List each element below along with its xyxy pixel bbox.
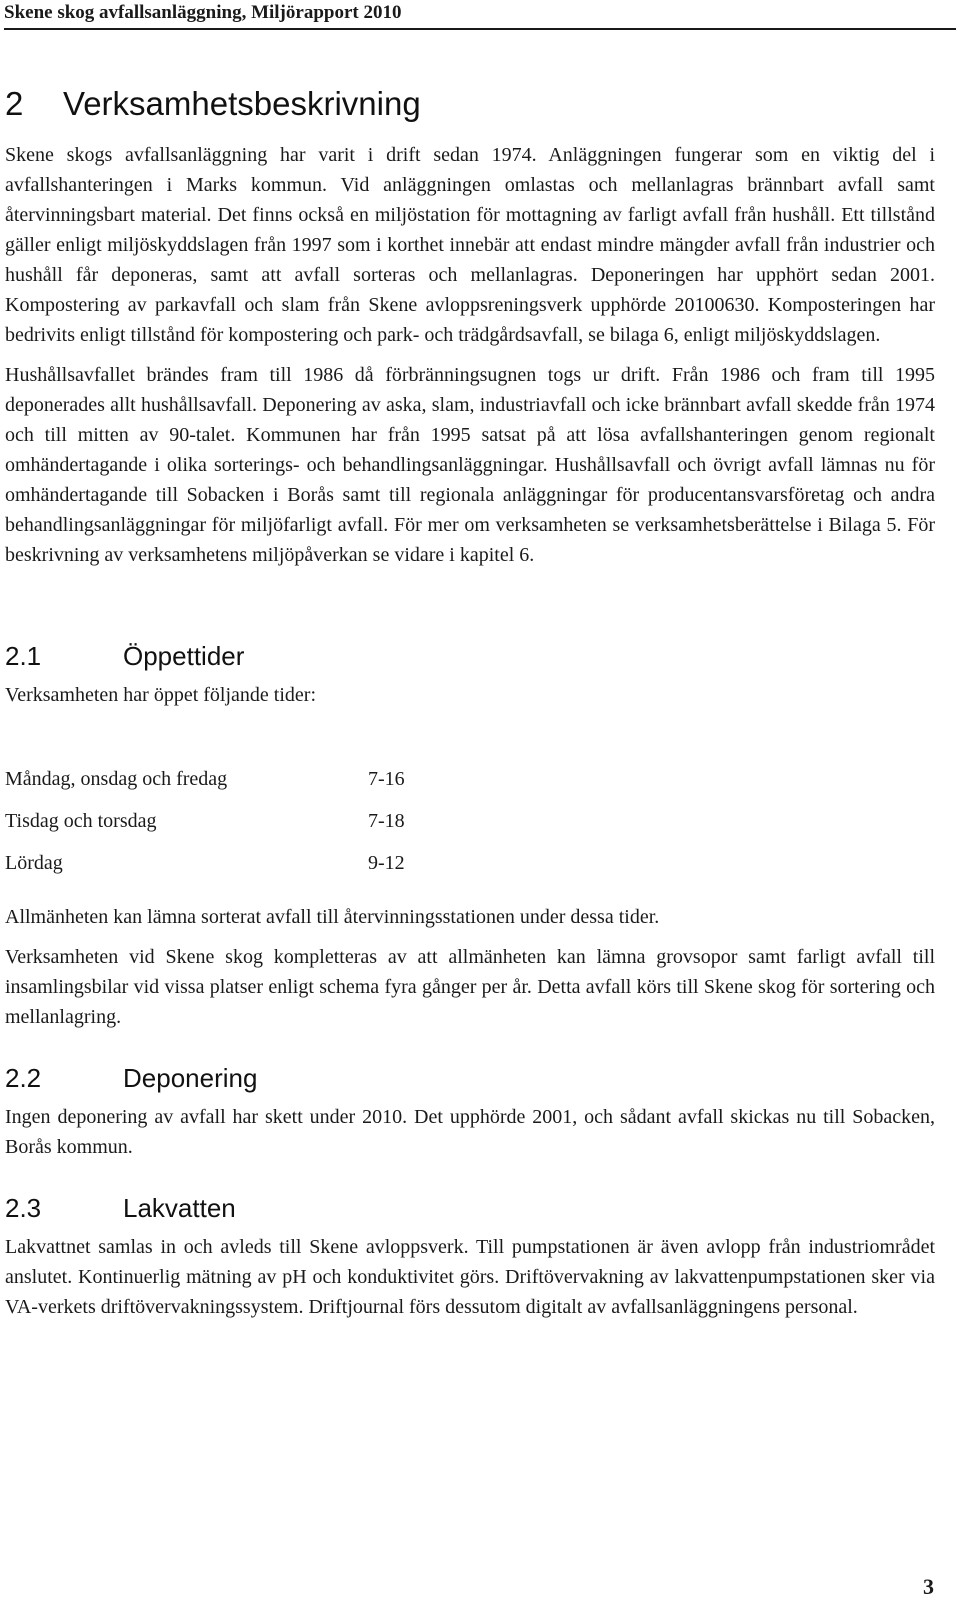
section-title: Öppettider — [123, 641, 245, 671]
section-number: 2.1 — [5, 641, 42, 671]
section-heading-2-2 — [5, 1062, 935, 1094]
page-number: 3 — [923, 1574, 934, 1599]
section-heading-2 — [5, 84, 935, 124]
section-heading-2-1 — [5, 640, 935, 672]
opening-hours-table — [5, 758, 935, 884]
page-content — [5, 84, 935, 1332]
section-heading-2-3 — [5, 1192, 935, 1224]
section-title: Verksamhetsbeskrivning — [63, 85, 421, 122]
section-title: Deponering — [123, 1063, 258, 1093]
intro-text: Verksamheten har öppet följande tider: — [5, 684, 316, 706]
hours-day: Måndag, onsdag och fredag — [5, 768, 228, 790]
opening-hours-row — [5, 800, 935, 842]
section-number: 2.2 — [5, 1063, 42, 1093]
paragraph: Hushållsavfallet brändes fram till 1986 då förbränningsugnen togs ur drift. Från 1986 och fram till 1995 deponerades allt hushållsavfall. Deponering av aska, slam, industriavfall och icke brännbart avfall skedde från 1974 och till mitten av 90-talet. Kommunen har från 1995 satsat på att lösa avfallshanteringen genom regionalt omhändertagande i olika sorterings- och behandlingsanläggningar. Hushållsavfall och övrigt avfall lämnas nu för omhändertagande till Sobacken i Borås samt till regionala anläggningar för producentansvarsföretag och andra behandlingsanläggningar för miljöfarligt avfall. För mer om verksamheten se verksamhetsberättelse i Bilaga 5. För beskrivning av verksamhetens miljöpåverkan se vidare i kapitel 6. — [5, 364, 935, 566]
hours-time: 7-16 — [368, 768, 405, 790]
paragraph: Verksamheten vid Skene skog kompletteras av att allmänheten kan lämna grovsopor samt farligt avfall till insamlingsbilar vid vissa platser enligt schema fyra gånger per år. Detta avfall körs till Skene skog för sortering och mellanlagring. — [5, 946, 935, 1028]
hours-day: Tisdag och torsdag — [5, 810, 157, 832]
opening-hours-row — [5, 842, 935, 884]
running-header: Skene skog avfallsanläggning, Miljörapport 2010 — [4, 0, 956, 30]
section-number: 2.3 — [5, 1193, 42, 1223]
paragraph: Skene skogs avfallsanläggning har varit i drift sedan 1974. Anläggningen fungerar som en viktig del i avfallshanteringen i Marks kommun. Vid anläggningen omlastas och mellanlagras brännbart avfall samt återvinningsbart material. Det finns också en miljöstation för mottagning av farligt avfall från hushåll. Ett tillstånd gäller enligt miljöskyddslagen från 1997 som i korthet innebär att endast mindre mängder avfall från industrier och hushåll får deponeras, samt att avfall sorteras och mellanlagras. Deponeringen har upphört sedan 2001. Kompostering av parkavfall och slam från Skene avloppsreningsverk upphörde 20100630. Komposteringen har bedrivits enligt tillstånd för kompostering och park- och trädgårdsavfall, se bilaga 6, enligt miljöskyddslagen. — [5, 144, 935, 346]
hours-time: 9-12 — [368, 852, 405, 874]
section-title: Lakvatten — [123, 1193, 236, 1223]
paragraph: Allmänheten kan lämna sorterat avfall till återvinningsstationen under dessa tider. — [5, 906, 660, 928]
paragraph: Ingen deponering av avfall har skett under 2010. Det upphörde 2001, och sådant avfall skickas nu till Sobacken, Borås kommun. — [5, 1106, 935, 1158]
section-number: 2 — [5, 85, 24, 122]
hours-day: Lördag — [5, 852, 63, 874]
hours-time: 7-18 — [368, 810, 405, 832]
paragraph: Lakvattnet samlas in och avleds till Skene avloppsverk. Till pumpstationen är även avlopp från industriområdet anslutet. Kontinuerlig mätning av pH och konduktivitet görs. Driftövervakning av lakvattenpumpstationen sker via VA-verkets driftövervakningssystem. Driftjournal förs dessutom digitalt av avfallsanläggningens personal. — [5, 1236, 935, 1318]
opening-hours-row — [5, 758, 935, 800]
